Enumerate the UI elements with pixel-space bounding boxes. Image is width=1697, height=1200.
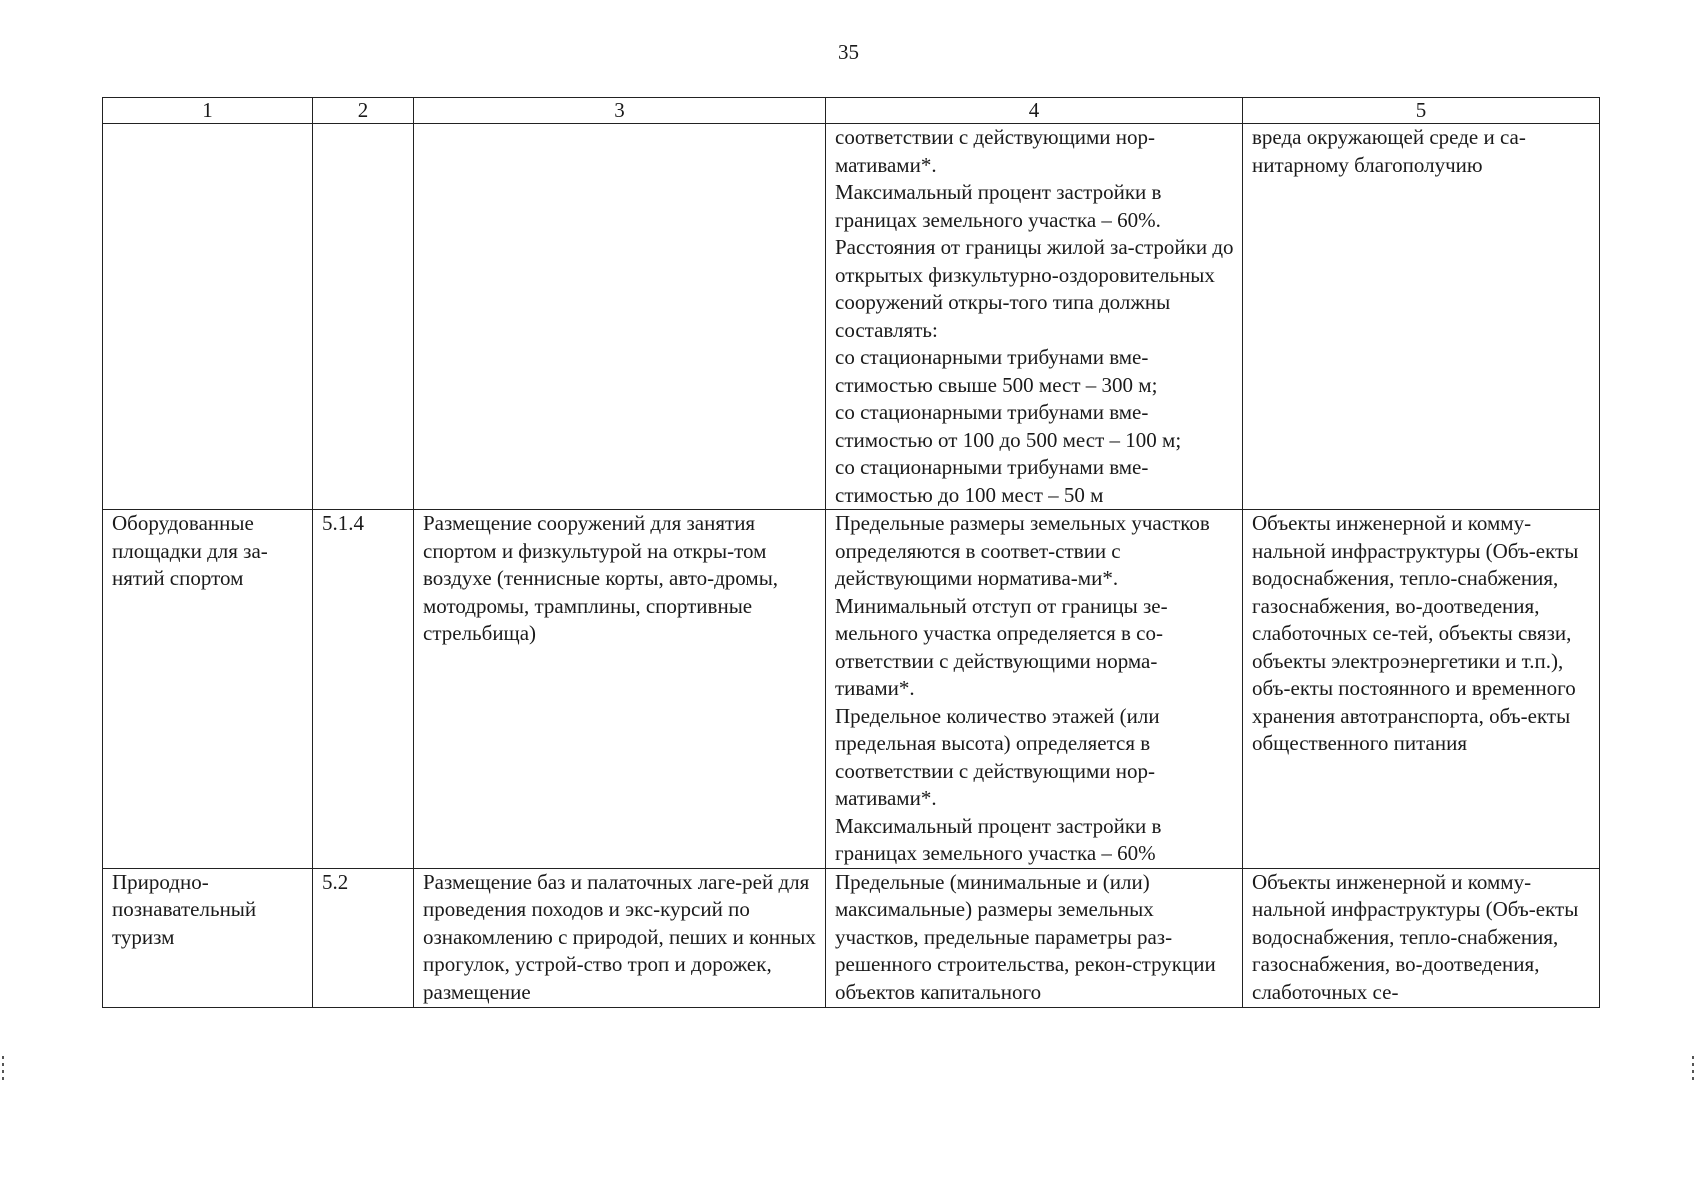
cell-description: Размещение сооружений для занятия спортом и физкультурой на откры-том воздухе (теннисные корты, авто-дромы, мотодромы, трамплины, спортивные стрельбища)	[414, 510, 826, 869]
cell-type-name: Оборудованные площадки для за-нятий спортом	[103, 510, 313, 869]
header-row	[103, 98, 1600, 124]
cell-parameters	[826, 124, 1243, 510]
cell-type-name	[103, 124, 313, 510]
cell-auxiliary-uses: вреда окружающей среде и са-нитарному благополучию	[1243, 124, 1600, 510]
cell-parameters	[826, 510, 1243, 869]
cell-code: 5.1.4	[313, 510, 414, 869]
cell-code	[313, 868, 414, 1007]
cell-text: 5.2	[322, 869, 349, 894]
column-header-1: 1	[103, 98, 313, 124]
parameter-paragraph: Предельное количество этажей (или предельная высота) определяется в соответствии с действующими нор-мативами*.	[835, 703, 1160, 810]
column-header-3: 3	[414, 98, 826, 124]
cell-parameters	[826, 868, 1243, 1007]
column-header-2: 2	[313, 98, 414, 124]
cell-text: Размещение баз и палаточных лаге-рей для проведения походов и экс-курсий по ознакомлению с природой, пеших и конных прогулок, устрой-ство троп и дорожек, размещение	[423, 869, 816, 1004]
cell-text: Предельные (минимальные и (или) максимальные) размеры земельных участков, предельные параметры раз-решенного строительства, рекон-струкции объектов капитального	[835, 869, 1216, 1004]
land-use-table	[102, 97, 1600, 1008]
scan-edge-mark	[1692, 1056, 1694, 1084]
parameter-paragraph: со стационарными трибунами вме-стимостью до 100 мест – 50 м	[835, 455, 1149, 507]
parameter-paragraph: Максимальный процент застройки в границах земельного участка – 60%	[835, 813, 1162, 865]
table-row-nature-tourism	[103, 868, 1600, 1007]
cell-code	[313, 124, 414, 510]
parameter-paragraph: Минимальный отступ от границы зе-мельного участка определяется в со-ответствии с действующими норма-тивами*.	[835, 593, 1168, 700]
column-header-4: 4	[826, 98, 1243, 124]
cell-auxiliary-uses: Объекты инженерной и комму-нальной инфраструктуры (Объ-екты водоснабжения, тепло-снабжения, газоснабжения, во-доотведения, слаботочных се-тей, объекты связи, объекты электроэнергетики и т.п.), объ-екты постоянного и временного хранения автотранспорта, объ-екты общественного питания	[1243, 510, 1600, 869]
table-row-sport-grounds	[103, 510, 1600, 869]
parameter-paragraph: Предельные размеры земельных участков определяются в соответ-ствии с действующими нормативa-ми*.	[835, 511, 1210, 590]
parameter-paragraph: Расстояния от границы жилой за-стройки до открытых физкультурно-оздоровительных сооружений откры-того типа должны составлять:	[835, 235, 1234, 342]
page-number: 35	[838, 40, 859, 64]
cell-auxiliary-uses	[1243, 868, 1600, 1007]
cell-text: Объекты инженерной и комму-нальной инфраструктуры (Объ-екты водоснабжения, тепло-снабжения, газоснабжения, во-доотведения, слаботочных се-	[1252, 869, 1579, 1004]
column-header-5: 5	[1243, 98, 1600, 124]
cell-type-name	[103, 868, 313, 1007]
parameter-paragraph: Максимальный процент застройки в границах земельного участка – 60%.	[835, 180, 1162, 232]
cell-text: Природно-познавательный туризм	[112, 869, 257, 949]
table-row-continued	[103, 124, 1600, 510]
parameter-paragraph: со стационарными трибунами вме-стимостью от 100 до 500 мест – 100 м;	[835, 400, 1182, 452]
parameter-paragraph: со стационарными трибунами вме-стимостью свыше 500 мест – 300 м;	[835, 345, 1158, 397]
parameter-paragraph: соответствии с действующими нор-мативами*.	[835, 125, 1156, 177]
cell-description	[414, 124, 826, 510]
scan-edge-mark	[2, 1056, 4, 1084]
cell-description	[414, 868, 826, 1007]
